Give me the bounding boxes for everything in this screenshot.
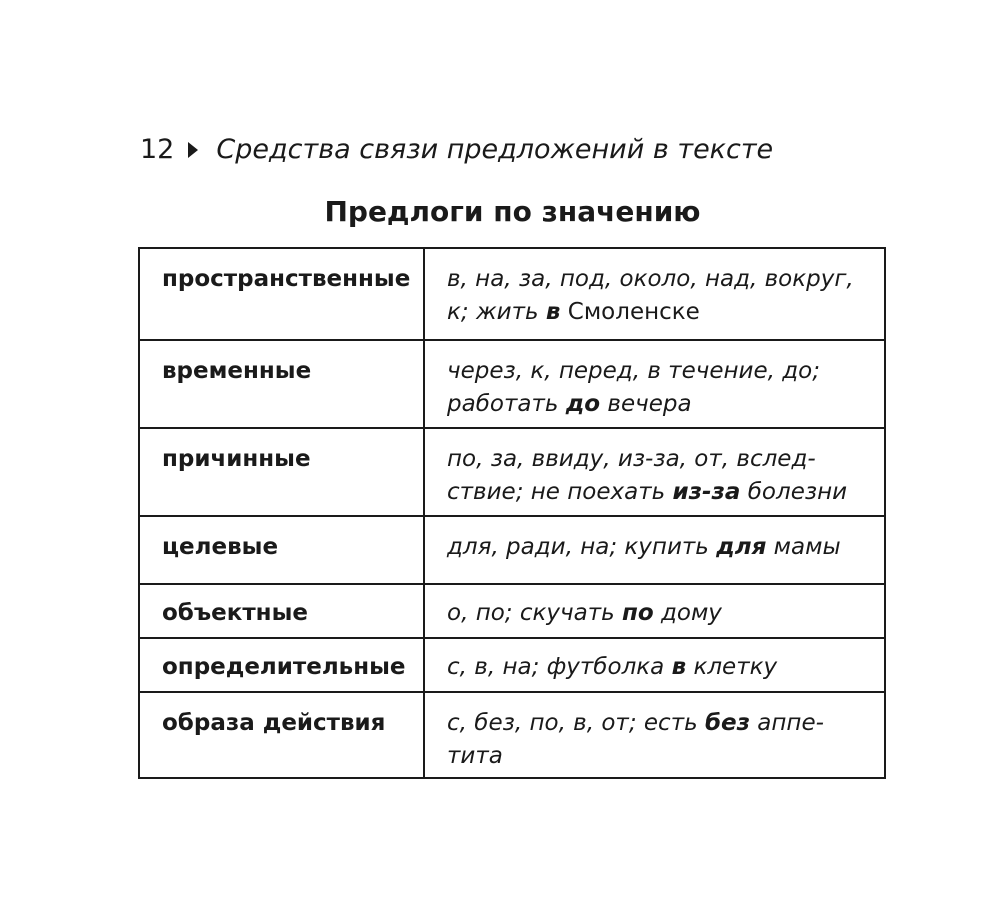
examples-text: болезни xyxy=(740,479,848,505)
examples-cell xyxy=(424,584,885,638)
examples-cell xyxy=(424,516,885,584)
category-cell: причинные xyxy=(139,428,424,516)
table-row xyxy=(139,584,885,638)
category-cell: образа действия xyxy=(139,692,424,778)
category-cell: определительные xyxy=(139,638,424,692)
example-preposition: из-за xyxy=(672,479,741,505)
example-preposition: в xyxy=(671,654,687,680)
table-title: Предлоги по значению xyxy=(324,195,701,228)
examples-text: ствие; не поехать xyxy=(447,479,673,505)
example-preposition: по xyxy=(621,600,654,626)
prepositions-table xyxy=(138,247,886,779)
example-preposition: в xyxy=(545,299,561,325)
examples-text: с, в, на; футболка xyxy=(447,654,672,680)
running-header xyxy=(140,130,773,170)
category-cell: объектные xyxy=(139,584,424,638)
examples-text: к; жить xyxy=(447,299,546,325)
examples-text: Смоленске xyxy=(560,299,700,325)
table-row xyxy=(139,428,885,516)
examples-text: через, к, перед, в течение, до; xyxy=(447,358,820,384)
examples-text: в, на, за, под, около, над, вокруг, xyxy=(447,266,854,292)
examples-text: мамы xyxy=(766,534,841,560)
table-row xyxy=(139,248,885,340)
section-title: Средства связи предложений в тексте xyxy=(216,134,774,165)
examples-text: для, ради, на; купить xyxy=(447,534,717,560)
example-preposition: без xyxy=(704,710,750,736)
examples-cell xyxy=(424,638,885,692)
triangle-marker-icon xyxy=(188,142,198,158)
category-cell: целевые xyxy=(139,516,424,584)
table-row xyxy=(139,516,885,584)
examples-text: вечера xyxy=(600,391,692,417)
examples-text: о, по; скучать xyxy=(447,600,622,626)
examples-cell xyxy=(424,248,885,340)
examples-text: с, без, по, в, от; есть xyxy=(447,710,705,736)
examples-cell xyxy=(424,428,885,516)
category-cell: пространственные xyxy=(139,248,424,340)
table-row xyxy=(139,638,885,692)
examples-cell xyxy=(424,692,885,778)
example-preposition: до xyxy=(565,391,601,417)
examples-text: аппе- xyxy=(749,710,824,736)
table-row xyxy=(139,340,885,428)
example-preposition: для xyxy=(716,534,767,560)
category-cell: временные xyxy=(139,340,424,428)
examples-text: тита xyxy=(447,743,503,769)
examples-cell xyxy=(424,340,885,428)
page-number: 12 xyxy=(140,134,175,165)
examples-text: клетку xyxy=(686,654,778,680)
examples-text: дому xyxy=(653,600,722,626)
examples-text: работать xyxy=(447,391,566,417)
examples-text: по, за, ввиду, из-за, от, вслед- xyxy=(447,446,816,472)
table-row xyxy=(139,692,885,778)
